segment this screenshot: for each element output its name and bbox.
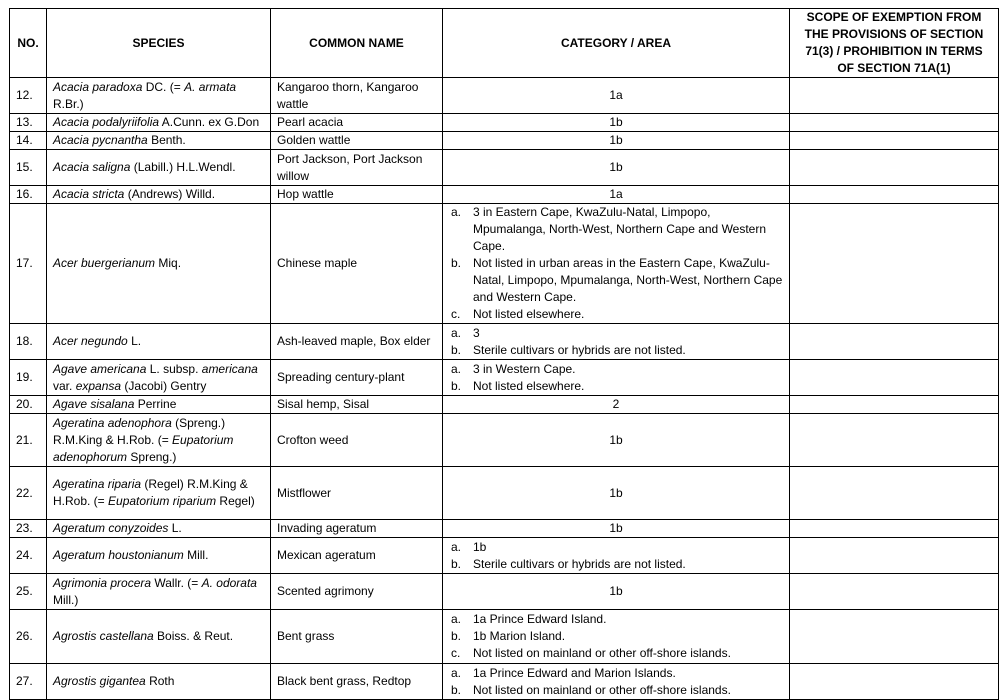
species-name-text: Regel) (216, 494, 255, 508)
list-text: Not listed elsewhere. (473, 307, 585, 321)
category-list-item (449, 645, 783, 662)
category-area: 1a (443, 78, 790, 114)
table-row (10, 114, 999, 132)
list-text: Not listed on mainland or other off-shore islands. (473, 682, 731, 697)
row-number: 13. (10, 114, 47, 132)
header-scope-of-exemption: SCOPE OF EXEMPTION FROM THE PROVISIONS OF SECTION 71(3) / PROHIBITION IN TERMS OF SECTION 71A(1) (790, 9, 999, 78)
species-name (47, 324, 271, 360)
category-list (449, 325, 783, 359)
category-list-item (449, 556, 783, 573)
row-number: 15. (10, 150, 47, 186)
common-name: Kangaroo thorn, Kangaroo wattle (271, 78, 443, 114)
species-name (47, 520, 271, 538)
species-name-text: (Regel) R.M.King & H.Rob. (= (53, 477, 248, 508)
species-name-text: L. (168, 521, 182, 535)
species-name-text: Boiss. & Reut. (153, 629, 234, 643)
list-text: 3 in Eastern Cape, KwaZulu-Natal, Limpopo, Mpumalanga, North-West, Northern Cape and Western Cape. (473, 205, 767, 253)
species-name-italic: Acacia podalyriifolia (53, 115, 160, 129)
scope-of-exemption (790, 538, 999, 574)
category-list (449, 539, 783, 573)
table-row (10, 610, 999, 664)
common-name: Mistflower (271, 467, 443, 520)
species-name-text: L. (127, 334, 142, 348)
species-name-text: (Andrews) Willd. (124, 187, 216, 201)
species-name (47, 610, 271, 664)
table-row (10, 520, 999, 538)
category-list-item (449, 342, 783, 359)
list-letter: a. (451, 205, 462, 219)
species-name-text: Benth. (147, 133, 186, 147)
species-name-italic: Agrimonia procera (53, 575, 152, 590)
list-text: 3 in Western Cape. (473, 361, 576, 376)
species-name-text: (Labill.) H.L.Wendl. (130, 160, 236, 174)
category-list-item (449, 611, 783, 628)
category-area: 1b (443, 467, 790, 520)
species-name-text: var. (53, 378, 76, 393)
row-number: 16. (10, 186, 47, 204)
list-text: Sterile cultivars or hybrids are not listed. (473, 556, 686, 571)
species-name-text: Wallr. (= (151, 575, 202, 590)
species-name-text: A.Cunn. ex G.Don (159, 115, 260, 129)
common-name: Sisal hemp, Sisal (271, 396, 443, 414)
species-name (47, 114, 271, 132)
category-list (449, 204, 783, 323)
category-list-item (449, 682, 783, 699)
common-name: Port Jackson, Port Jackson willow (271, 150, 443, 186)
category-list-item (449, 255, 783, 306)
species-name-text: Miq. (155, 256, 182, 270)
row-number: 25. (10, 574, 47, 610)
species-name (47, 132, 271, 150)
header-species: SPECIES (47, 9, 271, 78)
list-text: 1b (473, 539, 487, 554)
scope-of-exemption (790, 664, 999, 700)
common-name: Pearl acacia (271, 114, 443, 132)
species-name (47, 396, 271, 414)
species-name-text: (Spreng.) R.M.King & H.Rob. (= (53, 415, 226, 447)
category-area (443, 664, 790, 700)
header-no: NO. (10, 9, 47, 78)
species-name (47, 360, 271, 396)
list-letter: b. (451, 378, 462, 393)
row-number: 12. (10, 78, 47, 114)
species-name-italic: Acer negundo (53, 334, 128, 348)
scope-of-exemption (790, 204, 999, 324)
table-body (10, 78, 999, 700)
species-name (47, 414, 271, 467)
table-row (10, 186, 999, 204)
category-area: 1b (443, 574, 790, 610)
category-area: 2 (443, 396, 790, 414)
common-name: Spreading century-plant (271, 360, 443, 396)
species-name (47, 664, 271, 700)
species-name-italic: Eupatorium adenophorum (53, 432, 234, 464)
species-name-text: R.Br.) (53, 96, 84, 111)
table-row (10, 132, 999, 150)
row-number: 14. (10, 132, 47, 150)
scope-of-exemption (790, 360, 999, 396)
species-name-text: L. subsp. (146, 361, 202, 376)
species-name-italic: Eupatorium riparium (108, 494, 217, 508)
category-area: 1b (443, 114, 790, 132)
list-letter: b. (451, 342, 462, 357)
scope-of-exemption (790, 396, 999, 414)
species-name-text: Mill.) (53, 592, 79, 607)
common-name: Hop wattle (271, 186, 443, 204)
species-name-italic: Agrostis castellana (53, 629, 154, 643)
species-name (47, 204, 271, 324)
list-letter: a. (451, 361, 462, 376)
species-name-italic: Ageratum houstonianum (53, 548, 184, 562)
table-row (10, 467, 999, 520)
table-row (10, 396, 999, 414)
category-area (443, 204, 790, 324)
category-list (449, 611, 783, 662)
row-number: 18. (10, 324, 47, 360)
category-list-item (449, 204, 783, 255)
table-row (10, 360, 999, 396)
species-name-italic: Acacia stricta (53, 187, 125, 201)
category-area: 1b (443, 414, 790, 467)
category-list-item (449, 306, 783, 323)
category-list-item (449, 378, 783, 395)
list-letter: c. (451, 646, 461, 660)
header-row (10, 9, 999, 78)
row-number: 21. (10, 414, 47, 467)
species-name (47, 186, 271, 204)
species-name-text: Mill. (183, 548, 209, 562)
category-list (449, 665, 783, 699)
species-name-text: Spreng.) (127, 449, 177, 464)
common-name: Invading ageratum (271, 520, 443, 538)
list-letter: a. (451, 612, 462, 626)
species-name-italic: A. odorata (201, 575, 257, 590)
species-name (47, 574, 271, 610)
common-name: Mexican ageratum (271, 538, 443, 574)
row-number: 20. (10, 396, 47, 414)
category-area (443, 324, 790, 360)
list-letter: b. (451, 256, 462, 270)
row-number: 27. (10, 664, 47, 700)
list-text: Not listed elsewhere. (473, 378, 585, 393)
species-name-italic: Acacia saligna (53, 160, 131, 174)
category-list-item (449, 361, 783, 378)
category-area (443, 360, 790, 396)
scope-of-exemption (790, 114, 999, 132)
species-name-italic: americana (201, 361, 258, 376)
scope-of-exemption (790, 574, 999, 610)
list-letter: c. (451, 307, 461, 321)
list-letter: a. (451, 665, 462, 680)
header-category-area: CATEGORY / AREA (443, 9, 790, 78)
species-name-italic: A. armata (184, 79, 237, 94)
list-text: 1b Marion Island. (473, 629, 566, 643)
list-letter: a. (451, 539, 462, 554)
table-row (10, 324, 999, 360)
species-name-italic: expansa (75, 378, 122, 393)
list-text: Not listed in urban areas in the Eastern Cape, KwaZulu-Natal, Limpopo, Mpumalanga, North-West, Northern Cape and Western Cape. (473, 256, 783, 304)
list-text: Sterile cultivars or hybrids are not listed. (473, 342, 686, 357)
category-list (449, 361, 783, 395)
species-name-italic: Agrostis gigantea (53, 674, 146, 688)
row-number: 19. (10, 360, 47, 396)
list-letter: b. (451, 556, 462, 571)
scope-of-exemption (790, 520, 999, 538)
scope-of-exemption (790, 186, 999, 204)
list-letter: a. (451, 325, 462, 340)
scope-of-exemption (790, 132, 999, 150)
list-letter: b. (451, 682, 462, 697)
species-name-text: Roth (145, 674, 175, 688)
category-list-item (449, 628, 783, 645)
category-area (443, 610, 790, 664)
common-name: Scented agrimony (271, 574, 443, 610)
species-name (47, 78, 271, 114)
common-name: Crofton weed (271, 414, 443, 467)
table-row (10, 664, 999, 700)
common-name: Golden wattle (271, 132, 443, 150)
scope-of-exemption (790, 414, 999, 467)
species-name-italic: Agave sisalana (53, 397, 135, 411)
category-area: 1b (443, 132, 790, 150)
row-number: 22. (10, 467, 47, 520)
species-name-italic: Agave americana (53, 361, 147, 376)
row-number: 24. (10, 538, 47, 574)
species-name-italic: Ageratina adenophora (53, 415, 172, 430)
table-row (10, 574, 999, 610)
species-name (47, 538, 271, 574)
table-row (10, 204, 999, 324)
table-row (10, 78, 999, 114)
table-row (10, 150, 999, 186)
list-text: 1a Prince Edward and Marion Islands. (473, 665, 676, 680)
species-name (47, 467, 271, 520)
list-letter: b. (451, 629, 462, 643)
row-number: 23. (10, 520, 47, 538)
species-table (9, 8, 999, 700)
list-text: 3 (473, 325, 480, 340)
species-name-text: DC. (= (142, 79, 185, 94)
species-name-italic: Ageratina riparia (53, 477, 142, 491)
table-row (10, 414, 999, 467)
list-text: Not listed on mainland or other off-shore islands. (473, 646, 731, 660)
scope-of-exemption (790, 467, 999, 520)
species-name-italic: Acer buergerianum (53, 256, 156, 270)
category-area: 1b (443, 520, 790, 538)
common-name: Chinese maple (271, 204, 443, 324)
row-number: 17. (10, 204, 47, 324)
category-list-item (449, 325, 783, 342)
species-name (47, 150, 271, 186)
species-name-italic: Acacia paradoxa (53, 79, 143, 94)
category-area: 1b (443, 150, 790, 186)
scope-of-exemption (790, 610, 999, 664)
common-name: Bent grass (271, 610, 443, 664)
category-list-item (449, 665, 783, 682)
category-area (443, 538, 790, 574)
scope-of-exemption (790, 150, 999, 186)
common-name: Black bent grass, Redtop (271, 664, 443, 700)
species-name-text: Perrine (134, 397, 177, 411)
species-name-text: (Jacobi) Gentry (121, 378, 207, 393)
category-area: 1a (443, 186, 790, 204)
list-text: 1a Prince Edward Island. (473, 612, 607, 626)
table-row (10, 538, 999, 574)
header-common-name: COMMON NAME (271, 9, 443, 78)
species-name-italic: Ageratum conyzoides (53, 521, 169, 535)
row-number: 26. (10, 610, 47, 664)
scope-of-exemption (790, 78, 999, 114)
category-list-item (449, 539, 783, 556)
species-name-italic: Acacia pycnantha (53, 133, 148, 147)
scope-of-exemption (790, 324, 999, 360)
common-name: Ash-leaved maple, Box elder (271, 324, 443, 360)
